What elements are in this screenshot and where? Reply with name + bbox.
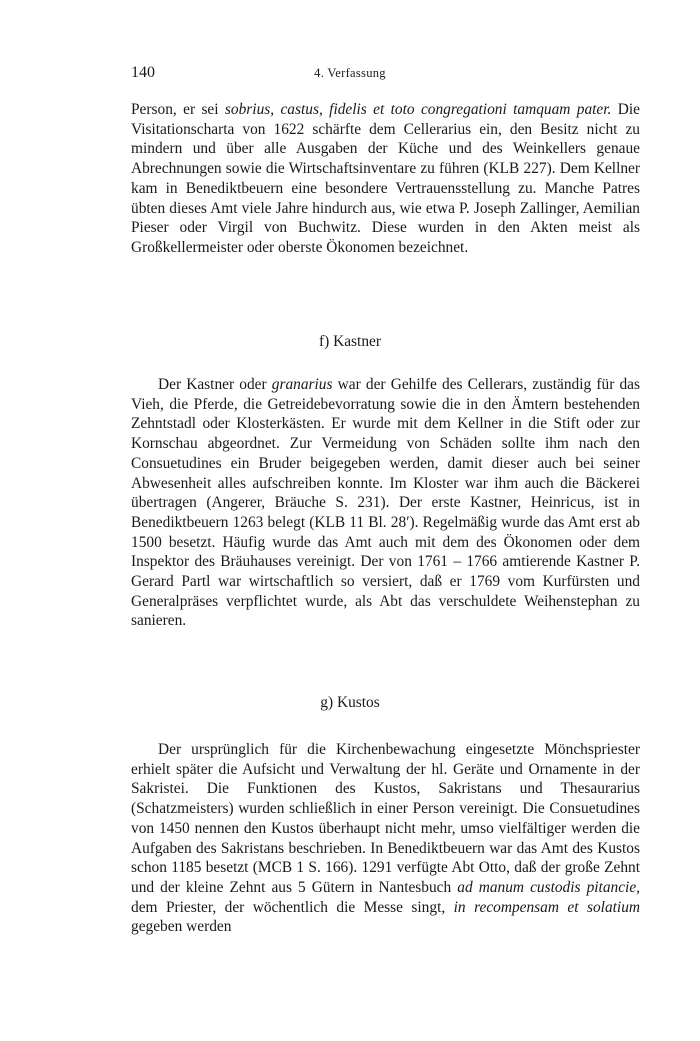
text-run: Person, er sei [131, 101, 225, 118]
latin-quote: ad manum custodis pitancie, [457, 878, 640, 896]
text-run: Der Kastner oder [158, 376, 272, 393]
section-heading-kastner: f) Kastner [319, 333, 381, 350]
latin-term: granarius [271, 376, 333, 393]
latin-quote: in recompensam et solatium [453, 898, 641, 916]
text-run: gegeben werden [131, 918, 232, 936]
page-number: 140 [131, 64, 155, 81]
paragraph-cellerarius [131, 100, 640, 258]
section-heading-kustos: g) Kustos [320, 694, 380, 711]
text-run: dem Priester, der wöchentlich die Messe singt, [131, 898, 454, 916]
running-head: 4. Verfassung [314, 66, 386, 80]
text-run: Der ursprünglich für die Kirchenbewachung eingesetzte Mönchspriester erhielt später die Aufsicht und Verwaltung der hl. Geräte und Ornamente in der Sakristei. Die Funktionen des Kustos, Sakristans und Thesaurarius (Schatzmeisters) wurden schließlich in einer Person vereinigt. Die Consuetudines von 1450 nennen den Kustos überhaupt nicht mehr, umso vielfältiger werden die Aufgaben des Sakristans beschrieben. In Benediktbeuern war das Amt des Kustos schon 1185 besetzt (MCB 1 S. 166). 1291 verfügte Abt Otto, daß der große Zehnt und der kleine Zehnt aus 5 Gütern in Nantesbuch [131, 741, 640, 896]
latin-quote: sobrius, castus, fidelis et toto congregationi tamquam pater. [224, 101, 612, 118]
text-run: war der Gehilfe des Cellerars, zuständig für das Vieh, die Pferde, die Getreidebevorratung sowie die in den Ämtern bestehenden Zehntstadl oder Klosterkästen. Er wurde mit dem Kellner in die Stift oder zur Kornschau abgeordnet. Zur Vermeidung von Schäden sollte ihm nach den Consuetudines ein Bruder beigegeben werden, damit dieser auch bei seiner Abwesenheit alles aufschreiben konnte. Im Kloster war ihm auch die Bäckerei übertragen (Angerer, Bräuche S. 231). Der erste Kastner, Heinricus, ist in Benediktbeuern 1263 belegt (KLB 11 Bl. 28′). Regelmäßig wurde das Amt erst ab 1500 besetzt. Häufig wurde das Amt auch mit dem des Ökonomen oder dem Inspektor des Bräuhauses vereinigt. Der von 1761 – 1766 amtierende Kastner P. Gerard Partl war wirtschaftlich so versiert, daß er 1769 vom Kurfürsten und Generalpräses verpflichtet wurde, als Abt das verschuldete Weihenstephan zu sanieren. [131, 376, 641, 630]
paragraph-kustos [131, 740, 640, 937]
text-run: Die Visitationscharta von 1622 schärfte dem Cellerarius ein, den Besitz nicht zu mindern und über alle Ausgaben der Küche und des Weinkellers genaue Abrechnungen sowie die Wirtschaftsinventare zu führen (KLB 227). Dem Kellner kam in Benediktbeuern eine besondere Vertrauensstellung zu. Manche Patres übten dieses Amt viele Jahre hindurch aus, wie etwa P. Joseph Zallinger, Aemilian Pieser oder Virgil von Buchwitz. Diese wurden in den Akten meist als Großkellermeister oder oberste Ökonomen bezeichnet. [131, 101, 641, 256]
paragraph-kastner [131, 375, 640, 631]
